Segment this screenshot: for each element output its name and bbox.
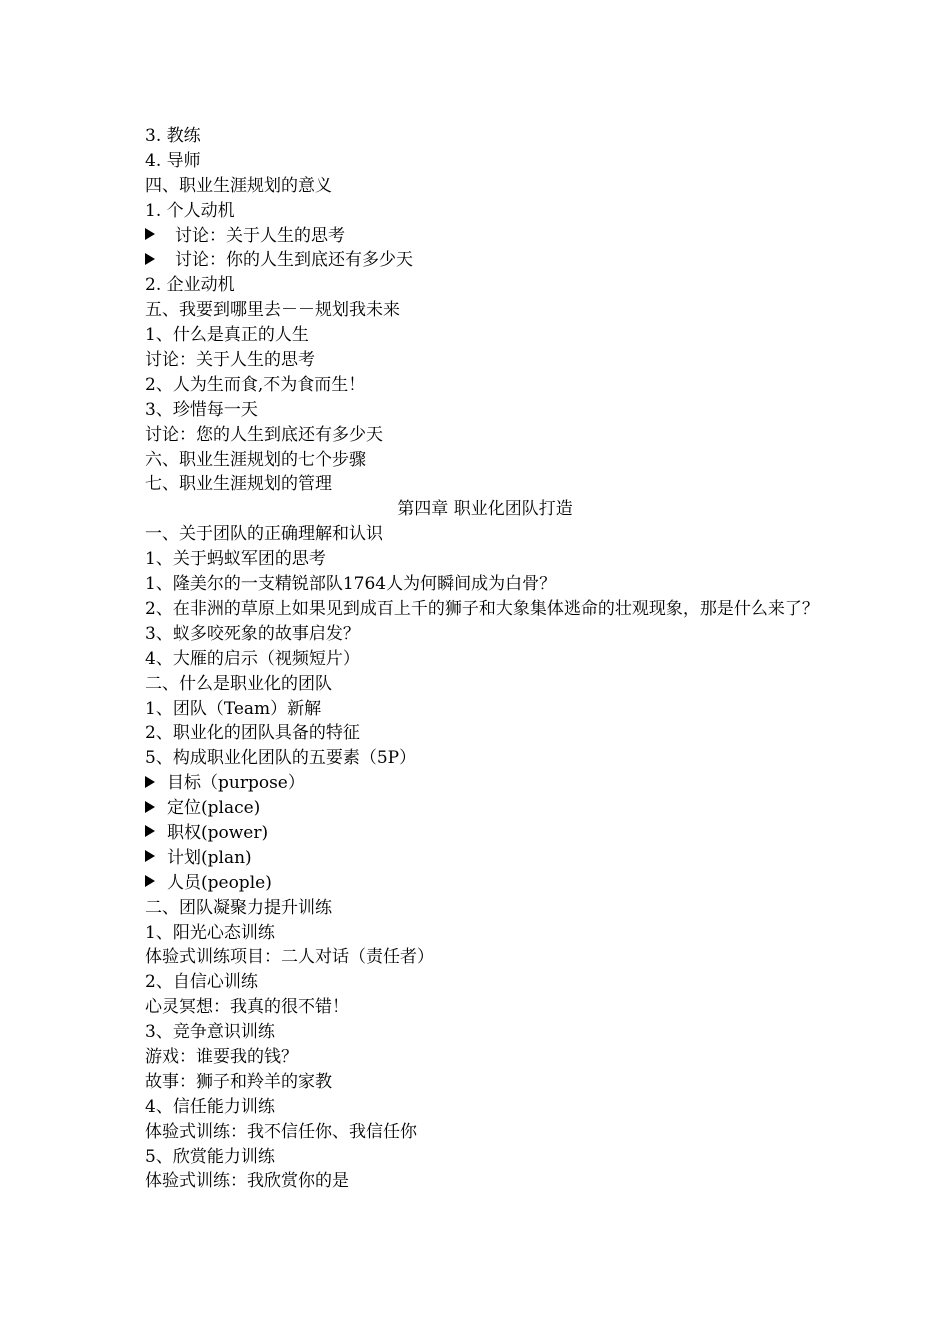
chapter-title: 第四章 职业化团队打造 <box>397 499 573 520</box>
text-line: 2、在非洲的草原上如果见到成百上千的狮子和大象集体逃命的壮观现象，那是什么来了？ <box>145 598 819 619</box>
bullet-item <box>145 796 825 821</box>
arrow-bullet-icon <box>145 228 155 240</box>
section-heading: 五、我要到哪里去－－规划我未来 <box>145 300 400 321</box>
section-heading: 二、团队凝聚力提升训练 <box>145 897 332 918</box>
text-line: 5、欣赏能力训练 <box>145 1146 275 1167</box>
text-line: 2、人为生而食,不为食而生！ <box>145 374 366 395</box>
text-line: 3、蚁多咬死象的故事启发？ <box>145 623 360 644</box>
bullet-text: 目标（purpose） <box>167 773 305 794</box>
text-line: 心灵冥想：我真的很不错！ <box>145 997 349 1018</box>
text-line: 2、职业化的团队具备的特征 <box>145 723 360 744</box>
text-line: 3、竞争意识训练 <box>145 1022 275 1043</box>
text-line: 讨论：您的人生到底还有多少天 <box>145 424 383 445</box>
arrow-bullet-icon <box>145 801 155 813</box>
arrow-bullet-icon <box>145 825 155 837</box>
text-line: 1、关于蚂蚁军团的思考 <box>145 549 326 570</box>
text-line: 1、什么是真正的人生 <box>145 325 309 346</box>
bullet-item <box>145 821 825 846</box>
bullet-text: 讨论：你的人生到底还有多少天 <box>175 250 413 271</box>
text-line: 1、团队（Team）新解 <box>145 698 322 719</box>
bullet-text: 人员(people) <box>167 872 272 893</box>
bullet-item <box>145 846 825 871</box>
text-line: 5、构成职业化团队的五要素（5P） <box>145 748 417 769</box>
bullet-item <box>145 871 825 896</box>
text-line: 3、珍惜每一天 <box>145 399 258 420</box>
text-line: 2、自信心训练 <box>145 972 258 993</box>
bullet-text: 讨论：关于人生的思考 <box>175 225 345 246</box>
bullet-text: 计划(plan) <box>167 847 252 868</box>
text-line: 1、阳光心态训练 <box>145 922 275 943</box>
section-heading: 七、职业生涯规划的管理 <box>145 474 332 495</box>
arrow-bullet-icon <box>145 253 155 265</box>
arrow-bullet-icon <box>145 850 155 862</box>
bullet-item <box>145 224 825 249</box>
text-line: 3. 教练 <box>145 126 201 146</box>
text-line: 体验式训练项目：二人对话（责任者） <box>145 947 434 968</box>
arrow-bullet-icon <box>145 875 155 887</box>
text-line: 2. 企业动机 <box>145 275 235 296</box>
bullet-text: 定位(place) <box>167 798 261 819</box>
text-line: 1. 个人动机 <box>145 200 235 221</box>
text-line: 4、信任能力训练 <box>145 1096 275 1117</box>
arrow-bullet-icon <box>145 776 155 788</box>
text-line: 故事：狮子和羚羊的家教 <box>145 1071 332 1092</box>
text-line: 4、大雁的启示（视频短片） <box>145 648 360 669</box>
text-line: 1、隆美尔的一支精锐部队1764人为何瞬间成为白骨？ <box>145 574 557 595</box>
bullet-item <box>145 248 825 273</box>
text-line: 体验式训练：我欣赏你的是 <box>145 1171 349 1192</box>
section-heading: 一、关于团队的正确理解和认识 <box>145 524 383 545</box>
section-heading: 六、职业生涯规划的七个步骤 <box>145 449 366 470</box>
text-line: 讨论：关于人生的思考 <box>145 350 315 371</box>
document-page <box>145 124 825 1194</box>
section-heading: 四、职业生涯规划的意义 <box>145 175 332 196</box>
section-heading: 二、什么是职业化的团队 <box>145 673 332 694</box>
bullet-text: 职权(power) <box>167 822 269 843</box>
text-line: 4. 导师 <box>145 150 201 171</box>
text-line: 体验式训练：我不信任你、我信任你 <box>145 1121 417 1142</box>
bullet-item <box>145 771 825 796</box>
text-line: 游戏：谁要我的钱？ <box>145 1046 298 1067</box>
